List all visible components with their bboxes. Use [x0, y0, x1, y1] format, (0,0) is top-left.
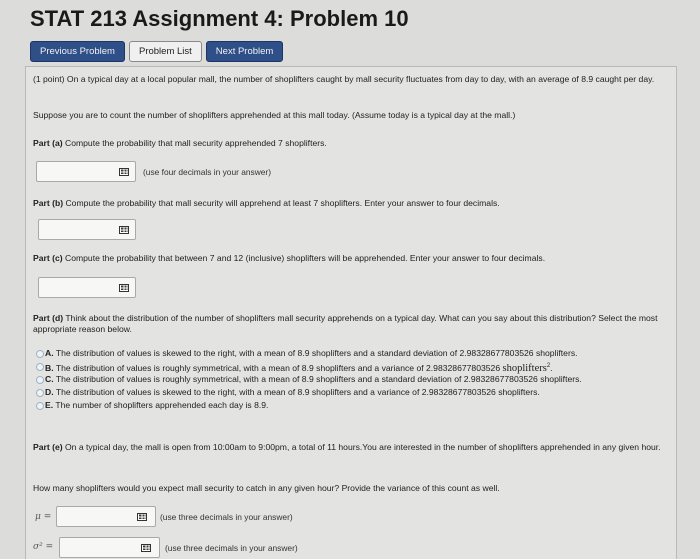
part-d-label: Part (d): [33, 313, 64, 323]
option-d-text: The distribution of values is skewed to the right, with a mean of 8.9 shoplifters and a variance of 2.98328677803526 shoplifters.: [55, 387, 540, 397]
equation-editor-icon[interactable]: [119, 168, 129, 176]
option-e-text: The number of shoplifters apprehended each day is 8.9.: [55, 400, 269, 410]
problem-list-button[interactable]: Problem List: [129, 41, 202, 62]
option-e-radio[interactable]: [36, 402, 44, 410]
option-b-letter: B.: [45, 362, 54, 373]
option-a-radio[interactable]: [36, 350, 44, 358]
part-d-text: Think about the distribution of the number of shoplifters mall security apprehends on a typical day. What can you say about this distribution? Select the most appropriate reason below.: [33, 313, 658, 334]
option-d: [45, 387, 540, 398]
part-a-text: Compute the probability that mall security apprehended 7 shoplifters.: [65, 138, 327, 148]
part-e-label: Part (e): [33, 442, 63, 452]
part-c-text: Compute the probability that between 7 and 12 (inclusive) shoplifters will be apprehended. Enter your answer to four decimals.: [65, 253, 546, 263]
option-e-letter: E.: [45, 400, 54, 410]
mean-hint: (use three decimals in your answer): [160, 512, 293, 522]
problem-panel: [25, 66, 677, 559]
part-c-prompt: [33, 253, 545, 264]
part-e-question: How many shoplifters would you expect mall security to catch in any given hour? Provide the variance of this count as well.: [33, 483, 500, 493]
problem-intro: (1 point) On a typical day at a local popular mall, the number of shoplifters caught by mall security fluctuates from day to day, with an average of 8.9 caught per day.: [33, 74, 655, 84]
sigma-squared-label: σ² =: [33, 542, 54, 552]
next-problem-button[interactable]: Next Problem: [206, 41, 284, 62]
option-d-letter: D.: [45, 387, 54, 397]
part-a-prompt: [33, 138, 327, 149]
part-c-label: Part (c): [33, 253, 63, 263]
part-b-label: Part (b): [33, 198, 64, 208]
option-e: [45, 400, 268, 411]
option-c: [45, 374, 582, 385]
part-b-prompt: [33, 198, 500, 209]
option-b-unit: shoplifters: [502, 362, 547, 374]
variance-hint: (use three decimals in your answer): [165, 543, 298, 553]
part-a-hint: (use four decimals in your answer): [143, 167, 272, 177]
option-a-letter: A.: [45, 348, 54, 358]
part-d-prompt: [33, 313, 673, 335]
part-e-prompt: [33, 442, 673, 453]
option-c-text: The distribution of values is roughly symmetrical, with a mean of 8.9 shoplifters and a standard deviation of 2.98328677803526 shoplifters.: [55, 374, 582, 384]
equation-editor-icon[interactable]: [119, 284, 129, 292]
mu-label: μ =: [35, 512, 52, 522]
option-a-text: The distribution of values is skewed to the right, with a mean of 8.9 shoplifters and a standard deviation of 2.98328677803526 shoplifters.: [55, 348, 578, 358]
equation-editor-icon[interactable]: [137, 513, 147, 521]
part-e-text: On a typical day, the mall is open from 10:00am to 9:00pm, a total of 11 hours.You are interested in the number of shoplifters apprehended in any given hour.: [65, 442, 661, 452]
problem-navigation: [30, 41, 283, 62]
option-d-radio[interactable]: [36, 389, 44, 397]
option-a: [45, 348, 578, 359]
equation-editor-icon[interactable]: [141, 544, 151, 552]
equation-editor-icon[interactable]: [119, 226, 129, 234]
option-b-end: .: [550, 362, 553, 373]
page-title: STAT 213 Assignment 4: Problem 10: [30, 6, 409, 31]
option-b-radio[interactable]: [36, 363, 44, 371]
part-a-label: Part (a): [33, 138, 63, 148]
part-b-text: Compute the probability that mall security will apprehend at least 7 shoplifters. Enter your answer to four decimals.: [65, 198, 500, 208]
option-b: [45, 361, 553, 374]
previous-problem-button[interactable]: Previous Problem: [30, 41, 125, 62]
option-c-radio[interactable]: [36, 376, 44, 384]
problem-assumption: Suppose you are to count the number of shoplifters apprehended at this mall today. (Assume today is a typical day at the mall.): [33, 110, 516, 120]
option-c-letter: C.: [45, 374, 54, 384]
option-b-exponent: 2: [546, 363, 551, 369]
option-b-text: The distribution of values is roughly symmetrical, with a mean of 8.9 shoplifters and a variance of 2.98328677803526: [55, 362, 501, 373]
